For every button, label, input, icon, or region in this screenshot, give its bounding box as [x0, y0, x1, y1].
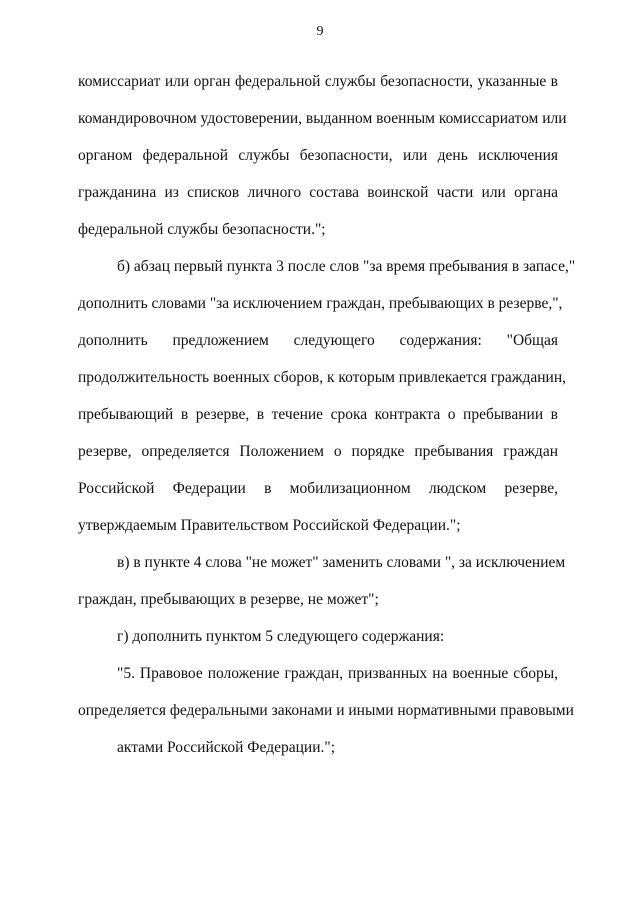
- text-line: резерве, определяется Положением о порядке пребывания граждан: [78, 443, 558, 460]
- text-line: граждан, пребывающих в резерве, не может";: [78, 591, 379, 608]
- text-line: утверждаемым Правительством Российской Федерации.";: [78, 517, 461, 534]
- text-line: актами Российской Федерации.";: [117, 739, 335, 756]
- text-line: определяется федеральными законами и иными нормативными правовыми: [78, 702, 574, 719]
- text-line: дополнить предложением следующего содержания: "Общая: [78, 332, 558, 349]
- text-line: "5. Правовое положение граждан, призванных на военные сборы,: [117, 665, 558, 682]
- text-line: командировочном удостоверении, выданном военным комиссариатом или: [78, 110, 567, 127]
- text-line: федеральной службы безопасности.";: [78, 221, 326, 238]
- text-line: г) дополнить пунктом 5 следующего содержания:: [117, 628, 445, 645]
- text-line: продолжительность военных сборов, к которым привлекается гражданин,: [78, 369, 566, 386]
- text-line: Российской Федерации в мобилизационном людском резерве,: [78, 480, 558, 497]
- page-number: 9: [316, 24, 324, 39]
- text-line: комиссариат или орган федеральной службы безопасности, указанные в: [78, 73, 558, 90]
- text-line: в) в пункте 4 слова "не может" заменить словами ", за исключением: [117, 554, 566, 571]
- text-line: дополнить словами "за исключением граждан, пребывающих в резерве,",: [78, 295, 563, 312]
- text-line: гражданина из списков личного состава воинской части или органа: [78, 184, 558, 201]
- text-line: органом федеральной службы безопасности, или день исключения: [78, 147, 558, 164]
- text-line: пребывающий в резерве, в течение срока контракта о пребывании в: [78, 406, 558, 423]
- text-line: б) абзац первый пункта 3 после слов "за время пребывания в запасе,": [117, 258, 576, 275]
